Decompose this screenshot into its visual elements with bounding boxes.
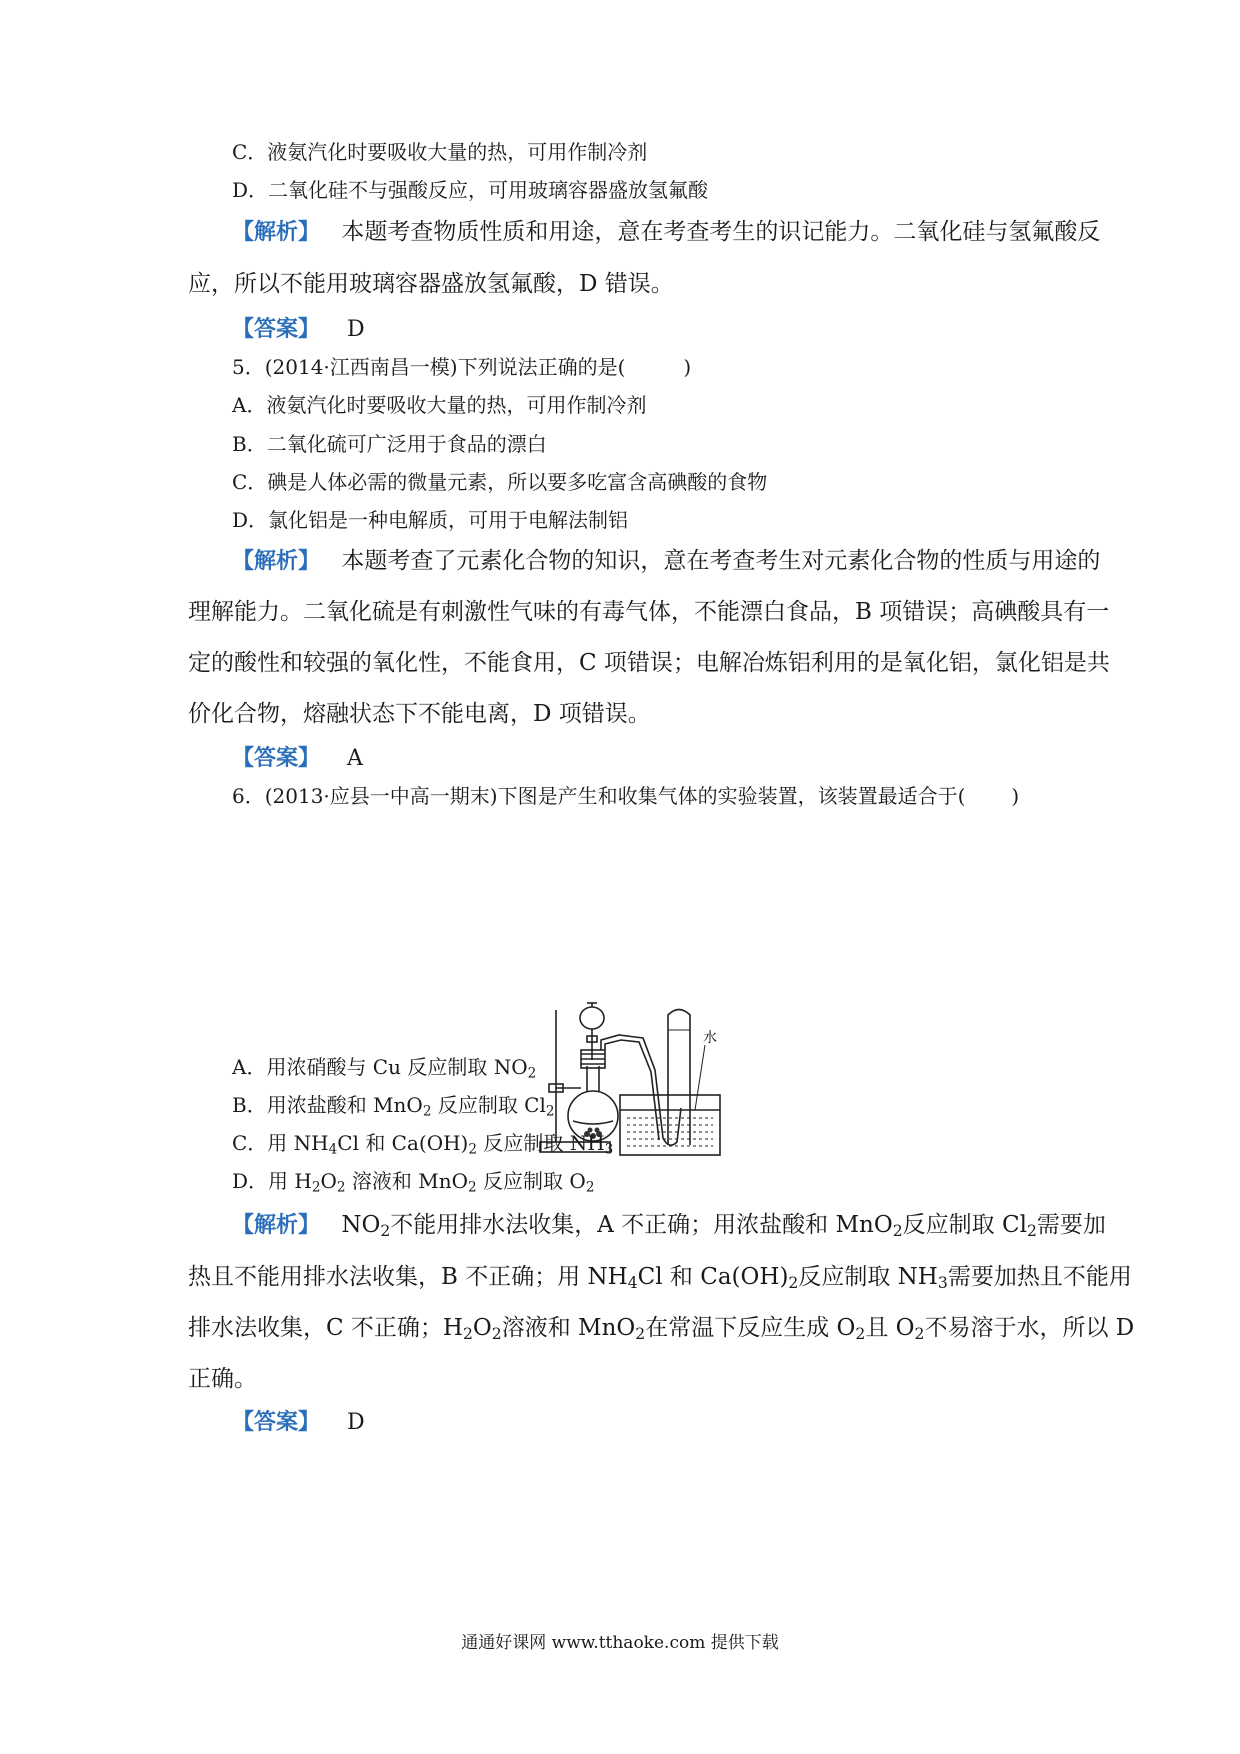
analysis-text: 本题考查了元素化合物的知识，意在考查考生对元素化合物的性质与用途的: [341, 548, 1101, 574]
page-footer: 通通好课网 www.tthaoke.com 提供下载: [461, 1633, 779, 1653]
q4-analysis-line1: [232, 213, 1100, 246]
q5-stem-close: ): [683, 355, 692, 379]
answer-tag: 【答案】: [232, 1409, 321, 1435]
separatory-funnel: [580, 1007, 604, 1029]
answer-tag: 【答案】: [232, 316, 321, 342]
analysis-tag: 【解析】: [232, 219, 321, 245]
q5-option-b: B．二氧化硫可广泛用于食品的漂白: [232, 432, 547, 456]
q6-analysis-line3: 排水法收集，C 不正确；$H_2O_2$溶液和 MnO$_2$在常温下反应生成 $O_2$且 $O_2$不易溶于水，所以 D: [188, 1315, 1135, 1343]
answer-value: D: [347, 317, 365, 342]
q6-analysis-line4: 正确。: [188, 1366, 257, 1392]
q6-answer-line: [232, 1405, 365, 1436]
figure-label-water: 水: [703, 1030, 717, 1046]
q5-stem-text: 5．(2014·江西南昌一模)下列说法正确的是(: [232, 355, 626, 379]
q6-option-b: B．用浓盐酸和 MnO$_2$ 反应制取 $Cl_2$: [232, 1093, 555, 1120]
q6-option-d: D．用 $H_2O_2$ 溶液和 MnO$_2$ 反应制取 $O_2$: [232, 1169, 595, 1196]
answer-tag: 【答案】: [232, 745, 321, 771]
analysis-text: $NO_2$不能用排水法收集，A 不正确；用浓盐酸和 MnO$_2$反应制取 $Cl_2$需要加: [341, 1212, 1106, 1240]
q6-analysis-line1: [232, 1206, 1106, 1240]
analysis-tag: 【解析】: [232, 1212, 321, 1238]
q6-stem-text: 6．(2013·应县一中高一期末)下图是产生和收集气体的实验装置，该装置最适合于(: [232, 784, 966, 808]
q4-analysis-line2: 应，所以不能用玻璃容器盛放氢氟酸，D 错误。: [188, 271, 674, 297]
q5-option-d: D．氯化铝是一种电解质，可用于电解法制铝: [232, 508, 629, 532]
analysis-text: 本题考查物质性质和用途，意在考查考生的识记能力。二氧化硅与氢氟酸反: [341, 219, 1101, 245]
q5-analysis-line2: 理解能力。二氧化硫是有刺激性气味的有毒气体，不能漂白食品，B 项错误；高碘酸具有一: [188, 599, 1110, 625]
q5-answer-line: [232, 741, 363, 772]
q4-option-d: D．二氧化硅不与强酸反应，可用玻璃容器盛放氢氟酸: [232, 178, 709, 202]
q5-stem: [232, 351, 691, 380]
q6-analysis-line2: 热且不能用排水法收集，B 不正确；用 $NH_4Cl$ 和 $Ca(OH)_2$反应制取 $NH_3$需要加热且不能用: [188, 1264, 1132, 1292]
q5-analysis-line4: 价化合物，熔融状态下不能电离，D 项错误。: [188, 701, 651, 727]
q6-stem-close: ): [1011, 784, 1020, 808]
q6-option-c: C．用 $NH_4Cl$ 和 $Ca(OH)_2$ 反应制取 $NH_3$: [232, 1131, 614, 1158]
q6-stem: [232, 780, 1019, 809]
answer-value: D: [347, 1410, 365, 1435]
q6-option-a: A．用浓硝酸与 Cu 反应制取 $NO_2$: [232, 1055, 537, 1082]
q5-option-a: A．液氨汽化时要吸收大量的热，可用作制冷剂: [232, 393, 647, 417]
q5-analysis-line1: [232, 542, 1100, 575]
answer-value: A: [347, 746, 363, 771]
analysis-tag: 【解析】: [232, 548, 321, 574]
q4-answer-line: [232, 312, 365, 343]
q4-option-c: C．液氨汽化时要吸收大量的热，可用作制冷剂: [232, 140, 648, 164]
q5-analysis-line3: 定的酸性和较强的氧化性，不能食用，C 项错误；电解冶炼铝利用的是氧化铝，氯化铝是共: [188, 650, 1110, 676]
q5-option-c: C．碘是人体必需的微量元素，所以要多吃富含高碘酸的食物: [232, 470, 768, 494]
